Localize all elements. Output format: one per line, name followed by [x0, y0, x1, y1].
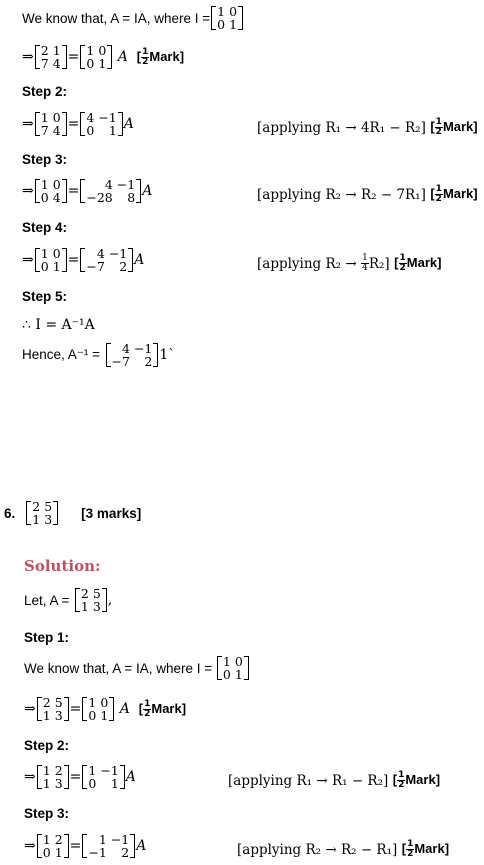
matrix-cell: 1 [52, 259, 61, 274]
matrix [35, 44, 67, 70]
matrix-cell: 0 [229, 4, 238, 19]
annotation-step-3: [applying R₂ → R₂ − 7R₁] [ $\frac{1}{2}$ Mark] [257, 184, 478, 204]
matrix-cell: 1 [40, 246, 49, 261]
identity-matrix [217, 655, 249, 681]
step-2b-heading: Step 2: [24, 738, 70, 753]
matrix-cell: −1 [116, 177, 136, 192]
let-a-line: Let, A = 2 5 1 3 , [24, 586, 113, 614]
matrix-cell: 0 [86, 123, 95, 138]
matrix-cell: 2 [54, 763, 63, 778]
statement-a-equals-ia [22, 5, 244, 31]
matrix-cell: 5 [54, 695, 63, 710]
matrix-cell: −7 [111, 354, 130, 369]
matrix-cell: 7 [40, 123, 49, 138]
matrix-cell: 8 [127, 190, 136, 205]
matrix-cell: 1 [42, 776, 51, 791]
question-6: 6. 2 5 1 3 [3 marks] [4, 499, 142, 527]
text-know-that: We know that, A = IA, where I = [22, 10, 211, 26]
matrix-cell: −1 [100, 763, 119, 778]
step-3-heading: Step 3: [22, 152, 68, 167]
equation-step-0: ⇒ 2 1 7 4 = 1 0 0 1 A [ $\frac{1}{2}$ Mark] [22, 43, 185, 71]
matrix-cell: 0 [222, 667, 231, 682]
equation-b1: ⇒ 2 5 1 3 = 1 0 0 1 A [ $\frac{1}{2}$ Mark] [24, 695, 187, 723]
matrix-cell: 0 [52, 177, 61, 192]
step-2-heading: Step 2: [22, 84, 68, 99]
matrix [37, 696, 69, 722]
matrix-cell: 0 [52, 110, 61, 125]
matrix [80, 178, 141, 204]
matrix [35, 178, 67, 204]
matrix-cell: −1 [98, 110, 117, 125]
matrix [35, 247, 67, 273]
matrix [82, 696, 114, 722]
matrix [106, 342, 159, 368]
matrix-cell: 2 [54, 832, 63, 847]
matrix-cell: 1 [234, 667, 243, 682]
matrix [80, 111, 122, 137]
matrix-cell: 0 [40, 259, 49, 274]
matrix-cell: 2 [32, 499, 41, 514]
equation-step-2: ⇒ 1 0 7 4 = 4 −1 0 1 A [22, 110, 134, 138]
matrix [75, 587, 107, 613]
annotation-step-2: [applying R₁ → 4R₁ − R₂] [ $\frac{1}{2}$ Mark] [257, 117, 478, 137]
matrix [82, 833, 135, 859]
matrix [80, 247, 133, 273]
matrix-cell: 4 [104, 177, 113, 192]
matrix-cell: 1 [88, 695, 97, 710]
matrix-cell: 2 [121, 845, 130, 860]
matrix-cell: 0 [234, 654, 243, 669]
step-1-heading: Step 1: [24, 630, 70, 645]
matrix-cell: 3 [54, 708, 63, 723]
matrix-cell: 1 [32, 512, 41, 527]
matrix [37, 764, 69, 790]
matrix-cell: 2 [144, 354, 153, 369]
matrix-cell: 1 [40, 110, 49, 125]
matrix [80, 44, 112, 70]
matrix [82, 764, 124, 790]
matrix-cell: 5 [44, 499, 53, 514]
annotation-step-4: [applying R₂ → $\frac{1}{4}$ R₂] [ $\frac{1}{2}$ Mark] [257, 253, 442, 273]
matrix-cell: 1 [86, 43, 95, 58]
matrix-cell: 1 [98, 832, 107, 847]
therefore-line: ∴ I = A⁻¹A [22, 317, 95, 333]
matrix-cell: 0 [98, 43, 107, 58]
matrix-cell: 0 [40, 190, 49, 205]
matrix-cell: 4 [121, 341, 130, 356]
half-mark: [ $\frac{1}{2}$ Mark] [136, 46, 185, 67]
equation-b3: ⇒ 1 2 0 1 = 1 −1 −1 2 A [24, 832, 147, 860]
matrix-cell: 4 [52, 190, 61, 205]
matrix [37, 833, 69, 859]
matrix-cell: 1 [42, 708, 51, 723]
matrix-cell: 0 [88, 708, 97, 723]
equation-b2: ⇒ 1 2 1 3 = 1 −1 0 1 A [24, 763, 136, 791]
matrix-cell: 1 [54, 845, 63, 860]
matrix-cell: 1 [229, 17, 238, 32]
matrix-cell: 4 [86, 110, 95, 125]
matrix [35, 111, 67, 137]
matrix-cell: 1 [217, 4, 226, 19]
matrix-cell: 1 [88, 763, 97, 778]
implies-symbol: ⇒ [22, 49, 34, 65]
step-3b-heading: Step 3: [24, 806, 70, 821]
matrix-cell: 1 [100, 708, 109, 723]
solution-heading: Solution: [24, 557, 101, 575]
matrix-cell: 2 [42, 695, 51, 710]
statement-a-equals-ia-2: We know that, A = IA, where I = 1 0 0 1 [24, 655, 250, 681]
matrix-cell: 1 [42, 832, 51, 847]
matrix-cell: 0 [217, 17, 226, 32]
inverse-result: Hence, A⁻¹ = 4 −1 −7 2 1` [22, 341, 176, 369]
matrix-cell: −1 [88, 845, 107, 860]
matrix-cell: 3 [44, 512, 53, 527]
matrix-cell: 0 [42, 845, 51, 860]
equation-step-4: ⇒ 1 0 0 1 = 4 −1 −7 2 A [22, 246, 145, 274]
matrix-cell: 2 [40, 43, 49, 58]
matrix-cell: 3 [54, 776, 63, 791]
matrix-cell: −1 [133, 341, 153, 356]
matrix-cell: 0 [86, 56, 95, 71]
matrix-cell: 1 [110, 776, 119, 791]
annotation-b2: [applying R₁ → R₁ − R₂] [ $\frac{1}{2}$ Mark] [228, 770, 441, 790]
equation-step-3: ⇒ 1 0 0 4 = 4 −1 −28 8 A [22, 177, 153, 205]
matrix-cell: 4 [52, 123, 61, 138]
step-4-heading: Step 4: [22, 220, 68, 235]
matrix-cell: 0 [100, 695, 109, 710]
matrix-cell: 5 [92, 586, 101, 601]
matrix-cell: 1 [40, 177, 49, 192]
matrix-cell: 2 [80, 586, 89, 601]
matrix-cell: 4 [52, 56, 61, 71]
matrix-cell: 0 [88, 776, 97, 791]
matrix-cell: −1 [108, 246, 128, 261]
matrix-cell: 0 [52, 246, 61, 261]
matrix-cell: 1 [80, 599, 89, 614]
step-5-heading: Step 5: [22, 289, 68, 304]
matrix-cell: 1 [98, 56, 107, 71]
matrix-cell: −1 [110, 832, 130, 847]
matrix-cell: 1 [222, 654, 231, 669]
matrix [26, 500, 58, 526]
matrix-cell: 7 [40, 56, 49, 71]
matrix-cell: −7 [86, 259, 105, 274]
matrix-cell: 3 [92, 599, 101, 614]
matrix-cell: 1 [52, 43, 61, 58]
matrix-cell: 4 [96, 246, 105, 261]
matrix-cell: −28 [86, 190, 113, 205]
identity-matrix [211, 5, 243, 31]
matrix-cell: 1 [108, 123, 117, 138]
matrix-cell: 1 [42, 763, 51, 778]
matrix-cell: 2 [119, 259, 128, 274]
annotation-b3: [applying R₂ → R₂ − R₁] [ $\frac{1}{2}$ Mark] [237, 839, 450, 859]
